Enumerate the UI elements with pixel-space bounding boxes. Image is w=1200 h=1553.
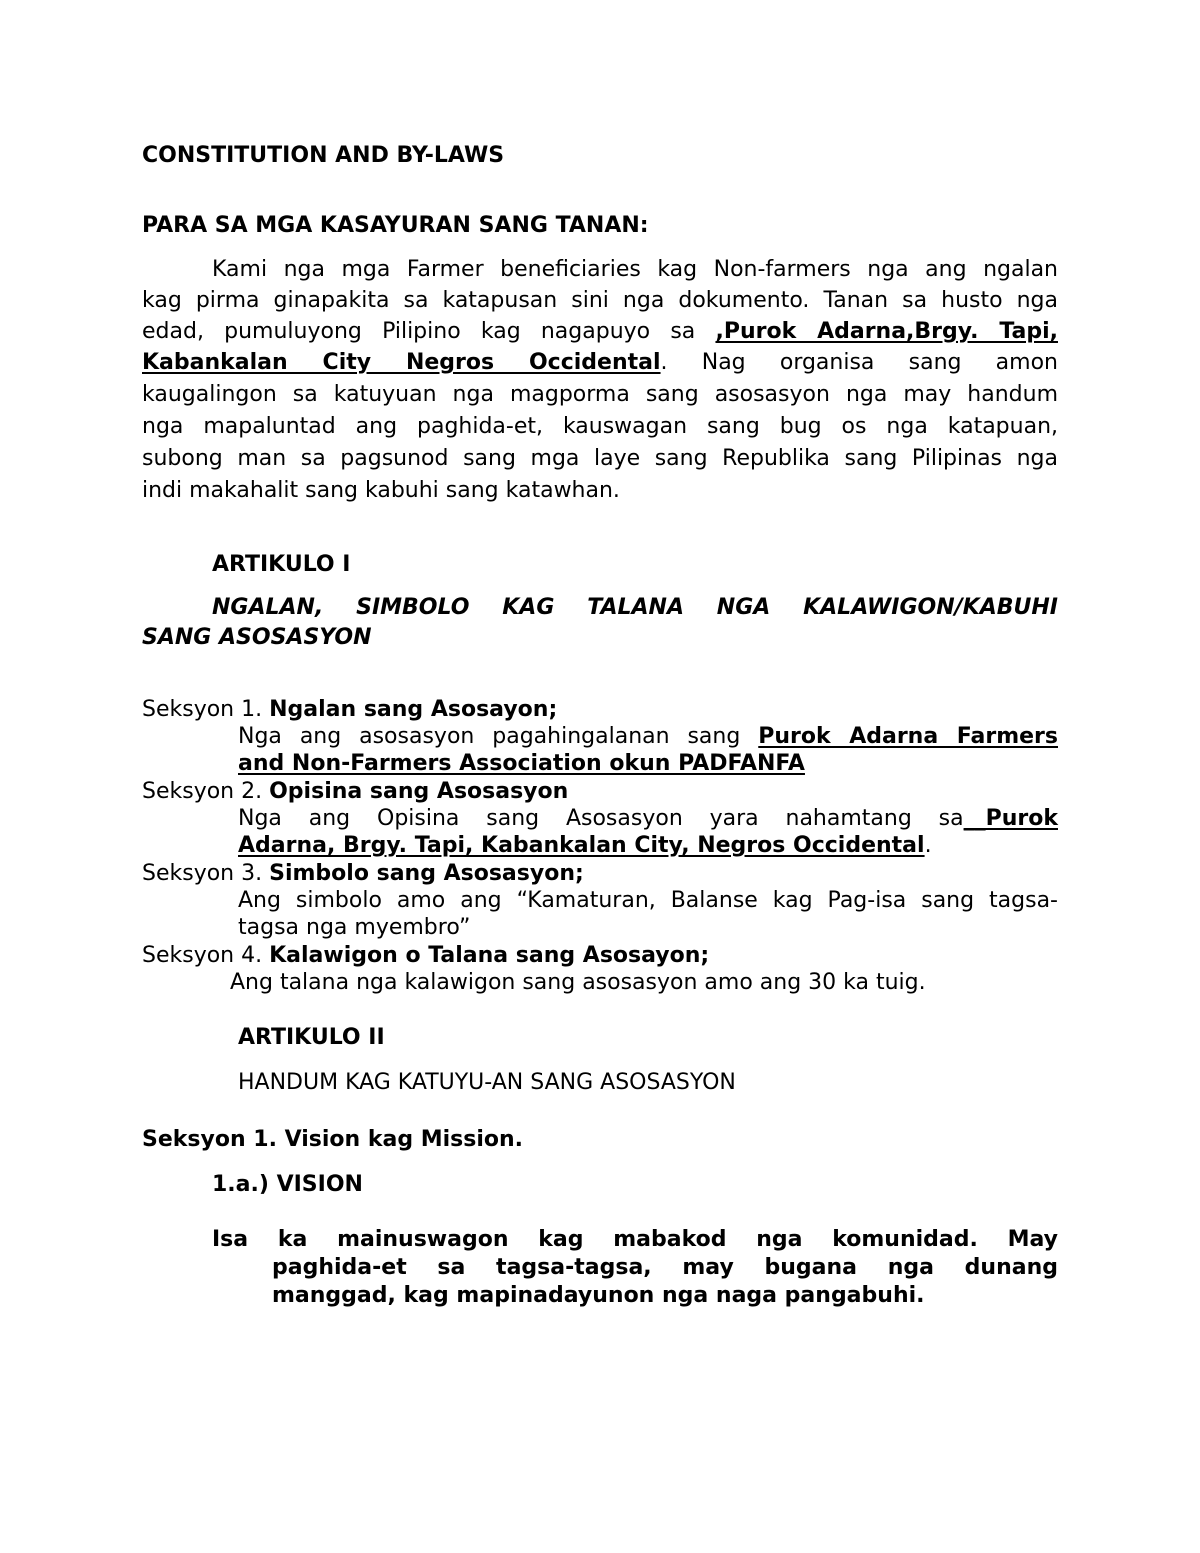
section-text: Nga ang asosasyon pagahingalanan sang: [238, 724, 759, 749]
vision-line-1: Isa ka mainuswagon kag mabakod nga komunidad. May: [212, 1227, 1058, 1252]
preamble-text: . Nag organisa sang amon: [660, 350, 1058, 375]
preamble-line-7: subong man sa pagsunod sang mga laye sang Republika sang Pilipinas nga: [142, 446, 1058, 471]
section-prefix: Seksyon 4.: [142, 943, 270, 968]
section-prefix: Seksyon 2.: [142, 779, 270, 804]
section-text: .: [924, 833, 932, 858]
section-2-line-2: [238, 832, 932, 860]
section-text: Nga ang Opisina sang Asosasyon yara nahamtang sa: [238, 806, 964, 831]
preamble-line-4: [142, 349, 1058, 377]
article-2-label: ARTIKULO II: [238, 1025, 385, 1050]
document-title: CONSTITUTION AND BY-LAWS: [142, 143, 505, 168]
preamble-line-5: kaugalingon sa katuyuan nga magporma sang asosasyon nga may handum: [142, 382, 1058, 407]
section-1-line-2: and Non-Farmers Association okun PADFANFA: [238, 751, 805, 776]
section-prefix: Seksyon 1.: [142, 697, 270, 722]
section-2-line-1: [238, 805, 1058, 833]
article-2-section-1-heading: Seksyon 1. Vision kag Mission.: [142, 1127, 524, 1152]
preamble-line-8: indi makahalit sang kabuhi sang katawhan.: [142, 478, 620, 503]
address-underlined: ,Purok Adarna,Brgy. Tapi,: [715, 319, 1058, 344]
section-title: Opisina sang Asosasyon: [269, 779, 569, 804]
article-1-title-line-2: SANG ASOSASYON: [142, 625, 372, 650]
vision-line-3: manggad, kag mapinadayunon nga naga pangabuhi.: [272, 1283, 925, 1308]
section-title: Ngalan sang Asosayon;: [269, 697, 558, 722]
vision-line-2: paghida-et sa tagsa-tagsa, may bugana nga dunang: [272, 1255, 1058, 1280]
preamble-text: edad, pumuluyong Pilipino kag nagapuyo sa: [142, 319, 716, 344]
section-title: Simbolo sang Asosasyon;: [269, 861, 584, 886]
section-1-heading: [142, 696, 557, 724]
office-address-underlined: Adarna, Brgy. Tapi, Kabankalan City, Negros Occidental: [238, 833, 925, 858]
section-prefix: Seksyon 3.: [142, 861, 270, 886]
office-underlined: __Purok: [963, 806, 1058, 831]
section-3-line-1: Ang simbolo amo ang “Kamaturan, Balanse kag Pag-isa sang tagsa-: [238, 888, 1058, 913]
section-title: Kalawigon o Talana sang Asosayon;: [269, 943, 710, 968]
association-name-underlined: Purok Adarna Farmers: [758, 724, 1058, 749]
section-3-heading: [142, 860, 584, 888]
preamble-line-2: kag pirma ginapakita sa katapusan sini nga dokumento. Tanan sa husto nga: [142, 288, 1058, 313]
section-2-heading: [142, 778, 568, 806]
article-2-title: HANDUM KAG KATUYU-AN SANG ASOSASYON: [238, 1070, 736, 1095]
article-1-title-line-1: NGALAN, SIMBOLO KAG TALANA NGA KALAWIGON/KABUHI: [212, 595, 1058, 620]
preamble-line-1: Kami nga mga Farmer beneficiaries kag Non-farmers nga ang ngalan: [212, 257, 1058, 282]
preamble-line-3: [142, 318, 1058, 346]
vision-label: 1.a.) VISION: [212, 1172, 363, 1197]
preamble-heading: PARA SA MGA KASAYURAN SANG TANAN:: [142, 213, 649, 238]
article-1-label: ARTIKULO I: [212, 552, 351, 577]
section-4-heading: [142, 942, 709, 970]
section-3-line-2: tagsa nga myembro”: [238, 915, 471, 940]
city-underlined: Kabankalan City Negros Occidental: [142, 350, 661, 375]
section-1-line-1: [238, 723, 1058, 751]
section-4-line-1: Ang talana nga kalawigon sang asosasyon amo ang 30 ka tuig.: [230, 970, 926, 995]
preamble-line-6: nga mapaluntad ang paghida-et, kauswagan sang bug os nga katapuan,: [142, 414, 1058, 439]
